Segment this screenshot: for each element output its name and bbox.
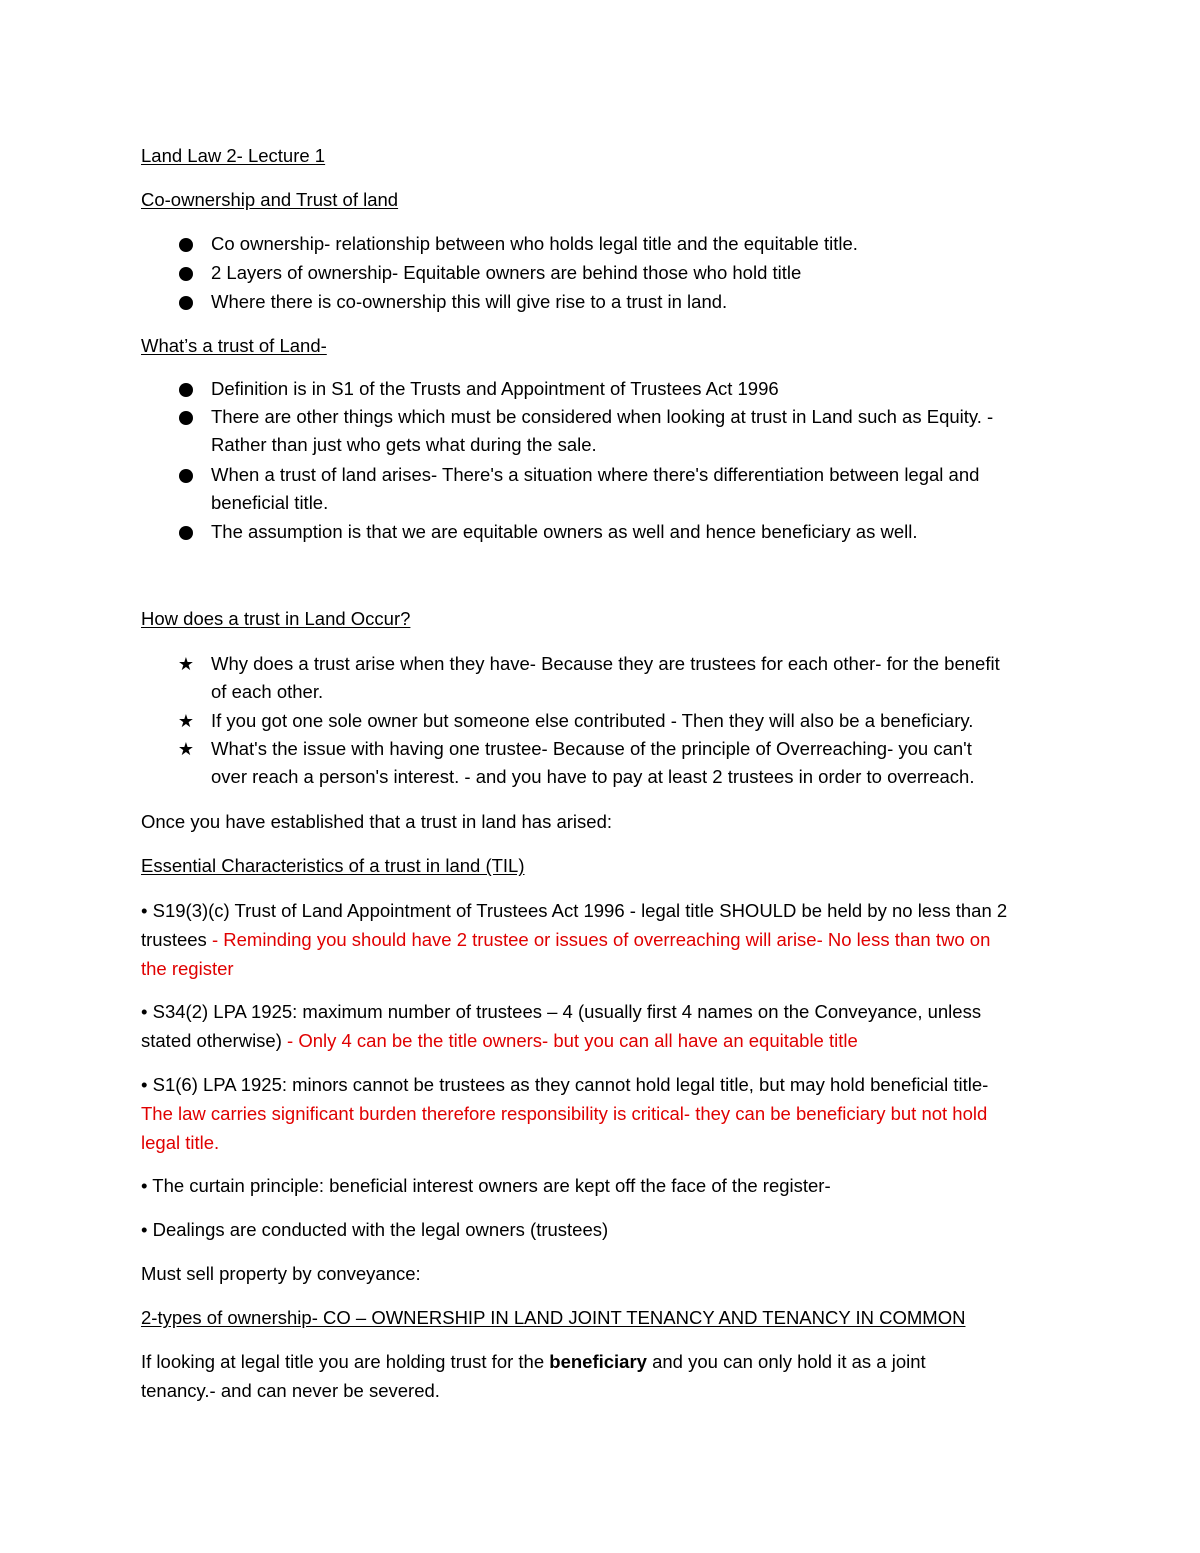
red-annotation: the register [141, 958, 234, 979]
bullet-icon [175, 378, 197, 400]
section-heading-essential-characteristics: Essential Characteristics of a trust in land (TIL) [141, 855, 525, 876]
paragraph-line [141, 1026, 981, 1055]
must-sell-line: Must sell property by conveyance: [141, 1263, 421, 1284]
star-icon: ★ [177, 739, 195, 759]
list-item-text: Rather than just who gets what during the sale. [211, 434, 597, 455]
list-item-text: There are other things which must be considered when looking at trust in Land such as Equity. - [211, 406, 994, 427]
list-item-text: of each other. [211, 681, 324, 702]
star-icon: ★ [177, 711, 195, 731]
list-item-text: When a trust of land arises- There's a situation where there's differentiation between legal and [211, 464, 980, 485]
bullet-icon [175, 262, 197, 284]
paragraph-line: • S34(2) LPA 1925: maximum number of trustees – 4 (usually first 4 names on the Conveyance, unless [141, 1001, 982, 1022]
paragraph-dealings: • Dealings are conducted with the legal owners (trustees) [141, 1219, 609, 1240]
once-established-line: Once you have established that a trust in land has arised: [141, 811, 613, 832]
red-annotation: legal title. [141, 1132, 220, 1153]
list-item-text: What's the issue with having one trustee- Because of the principle of Overreaching- you can't [211, 738, 972, 759]
section-heading-trust-of-land: What’s a trust of Land- [141, 335, 327, 356]
list-item-text: over reach a person's interest. - and you have to pay at least 2 trustees in order to overreach. [211, 766, 975, 787]
bullet-icon [175, 406, 197, 428]
paragraph-s1-6 [141, 1070, 988, 1157]
bullet-icon [175, 291, 197, 313]
paragraph-s19 [141, 896, 1007, 983]
list-item-text: Co ownership- relationship between who holds legal title and the equitable title. [211, 233, 858, 254]
paragraph-text: If looking at legal title you are holding trust for the [141, 1351, 550, 1372]
section-heading-coownership: Co-ownership and Trust of land [141, 189, 399, 210]
paragraph-line [141, 1347, 926, 1376]
paragraph-s34 [141, 997, 981, 1055]
list-item-text: If you got one sole owner but someone else contributed - Then they will also be a beneficiary. [211, 710, 974, 731]
paragraph-text: and you can only hold it as a joint [646, 1351, 926, 1372]
section-heading-types-of-ownership: 2-types of ownership- CO – OWNERSHIP IN LAND JOINT TENANCY AND TENANCY IN COMMON [141, 1307, 966, 1328]
paragraph-line: tenancy.- and can never be severed. [141, 1380, 440, 1401]
bullet-icon [175, 464, 197, 486]
paragraph-text: trustees [141, 929, 212, 950]
star-icon: ★ [177, 654, 195, 674]
paragraph-text: stated otherwise) [141, 1030, 288, 1051]
bullet-icon [175, 521, 197, 543]
red-annotation: The law carries significant burden therefore responsibility is critical- they can be beneficiary but not hold [141, 1103, 988, 1124]
paragraph-line: • S1(6) LPA 1925: minors cannot be trustees as they cannot hold legal title, but may hold beneficial title- [141, 1074, 989, 1095]
paragraph-legal-title [141, 1347, 926, 1405]
bullet-icon [175, 233, 197, 255]
list-item-text: 2 Layers of ownership- Equitable owners are behind those who hold title [211, 262, 802, 283]
red-annotation: - Reminding you should have 2 trustee or issues of overreaching will arise- No less than two on [211, 929, 991, 950]
list-item-text: Where there is co-ownership this will give rise to a trust in land. [211, 291, 728, 312]
paragraph-curtain-principle: • The curtain principle: beneficial interest owners are kept off the face of the register- [141, 1175, 831, 1196]
paragraph-line: • S19(3)(c) Trust of Land Appointment of Trustees Act 1996 - legal title SHOULD be held by no less than 2 [141, 900, 1008, 921]
paragraph-line [141, 925, 1007, 954]
list-item-text: Why does a trust arise when they have- Because they are trustees for each other- for the benefit [211, 653, 1000, 674]
section-heading-how-trust-occurs: How does a trust in Land Occur? [141, 608, 411, 629]
list-item-text: beneficial title. [211, 492, 329, 513]
page-title: Land Law 2- Lecture 1 [141, 145, 326, 166]
red-annotation: - Only 4 can be the title owners- but you can all have an equitable title [287, 1030, 858, 1051]
list-item-text: Definition is in S1 of the Trusts and Appointment of Trustees Act 1996 [211, 378, 779, 399]
list-item-text: The assumption is that we are equitable owners as well and hence beneficiary as well. [211, 521, 918, 542]
bold-term: beneficiary [549, 1351, 647, 1372]
